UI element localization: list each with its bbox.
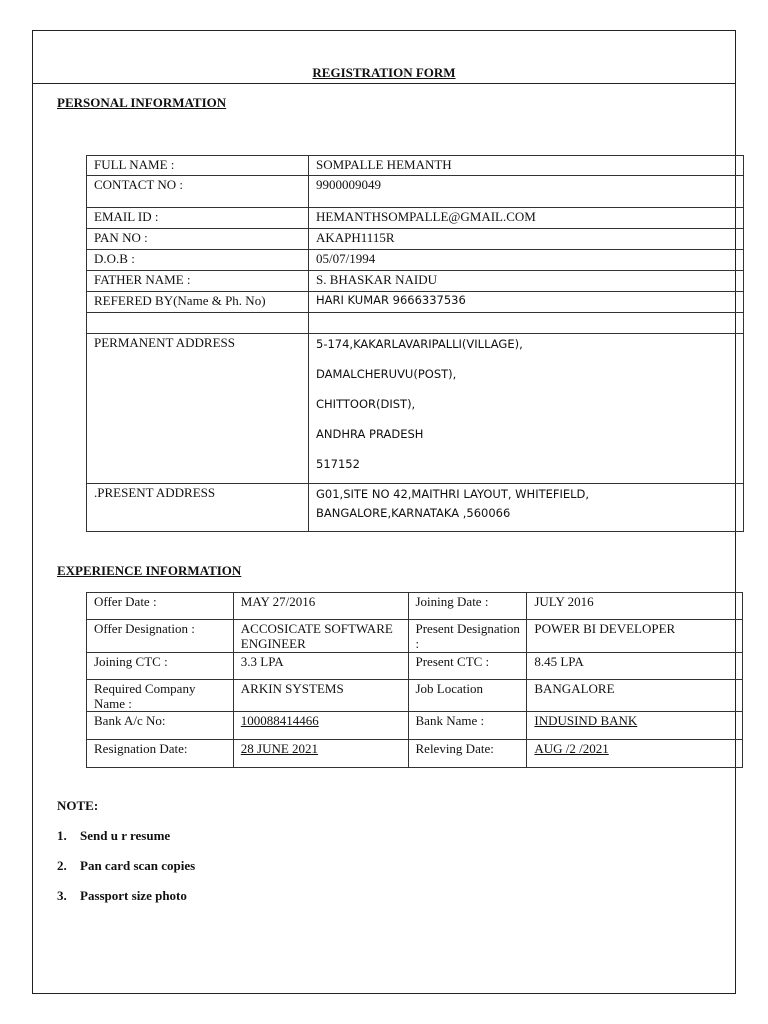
label-contact-no: CONTACT NO : — [87, 176, 309, 208]
label-present-designation: Present Designation : — [408, 620, 527, 653]
value-father-name: S. BHASKAR NAIDU — [309, 271, 744, 292]
value-resignation-date: 28 JUNE 2021 — [233, 740, 408, 768]
table-row — [87, 208, 744, 229]
note-heading: NOTE: — [57, 798, 99, 813]
value-joining-date: JULY 2016 — [527, 593, 743, 620]
value-releving-date: AUG /2 /2021 — [527, 740, 743, 768]
table-row — [87, 176, 744, 208]
table-row — [87, 740, 743, 768]
label-pan: PAN NO : — [87, 229, 309, 250]
experience-info-heading: EXPERIENCE INFORMATION — [57, 563, 242, 578]
label-resignation-date: Resignation Date: — [87, 740, 234, 768]
table-row-empty — [87, 313, 744, 334]
value-dob: 05/07/1994 — [309, 250, 744, 271]
personal-info-heading: PERSONAL INFORMATION — [57, 95, 227, 110]
label-bank-name: Bank Name : — [408, 712, 527, 740]
note-item: 1. Send u r resume — [57, 828, 171, 843]
table-row — [87, 229, 744, 250]
value-present-address: G01,SITE NO 42,MAITHRI LAYOUT, WHITEFIELD, BANGALORE,KARNATAKA ,560066 — [309, 484, 744, 532]
label-dob: D.O.B : — [87, 250, 309, 271]
label-offer-designation: Offer Designation : — [87, 620, 234, 653]
value-contact-no: 9900009049 — [309, 176, 744, 208]
table-row — [87, 292, 744, 313]
table-row — [87, 620, 743, 653]
label-full-name: FULL NAME : — [87, 156, 309, 176]
value-permanent-address: 5-174,KAKARLAVARIPALLI(VILLAGE), DAMALCHERUVU(POST), CHITTOOR(DIST), ANDHRA PRADESH 517152 — [309, 334, 744, 484]
table-row — [87, 484, 744, 532]
label-permanent-address: PERMANENT ADDRESS — [87, 334, 309, 484]
table-row — [87, 156, 744, 176]
label-referred-by: REFERED BY(Name & Ph. No) — [87, 292, 309, 313]
value-pan: AKAPH1115R — [309, 229, 744, 250]
table-row — [87, 680, 743, 712]
label-releving-date: Releving Date: — [408, 740, 527, 768]
table-row — [87, 653, 743, 680]
table-row — [87, 334, 744, 484]
value-offer-designation: ACCOSICATE SOFTWARE ENGINEER — [233, 620, 408, 653]
value-bank-name: INDUSIND BANK — [527, 712, 743, 740]
table-row — [87, 271, 744, 292]
value-offer-date: MAY 27/2016 — [233, 593, 408, 620]
label-required-company: Required Company Name : — [87, 680, 234, 712]
personal-info-table — [86, 155, 744, 532]
note-item: 3. Passport size photo — [57, 888, 187, 903]
label-joining-date: Joining Date : — [408, 593, 527, 620]
value-required-company: ARKIN SYSTEMS — [233, 680, 408, 712]
value-job-location: BANGALORE — [527, 680, 743, 712]
label-present-address: .PRESENT ADDRESS — [87, 484, 309, 532]
table-row — [87, 250, 744, 271]
value-bank-account: 100088414466 — [233, 712, 408, 740]
value-joining-ctc: 3.3 LPA — [233, 653, 408, 680]
experience-info-table — [86, 592, 743, 768]
note-item: 2. Pan card scan copies — [57, 858, 196, 873]
value-present-designation: POWER BI DEVELOPER — [527, 620, 743, 653]
value-present-ctc: 8.45 LPA — [527, 653, 743, 680]
label-present-ctc: Present CTC : — [408, 653, 527, 680]
label-job-location: Job Location — [408, 680, 527, 712]
label-joining-ctc: Joining CTC : — [87, 653, 234, 680]
header-divider — [32, 83, 736, 84]
label-offer-date: Offer Date : — [87, 593, 234, 620]
table-row — [87, 712, 743, 740]
label-father-name: FATHER NAME : — [87, 271, 309, 292]
value-referred-by: HARI KUMAR 9666337536 — [309, 292, 744, 313]
form-title: REGISTRATION FORM — [312, 65, 456, 80]
value-full-name: SOMPALLE HEMANTH — [309, 156, 744, 176]
table-row — [87, 593, 743, 620]
label-bank-account: Bank A/c No: — [87, 712, 234, 740]
value-email: HEMANTHSOMPALLE@GMAIL.COM — [309, 208, 744, 229]
label-email: EMAIL ID : — [87, 208, 309, 229]
